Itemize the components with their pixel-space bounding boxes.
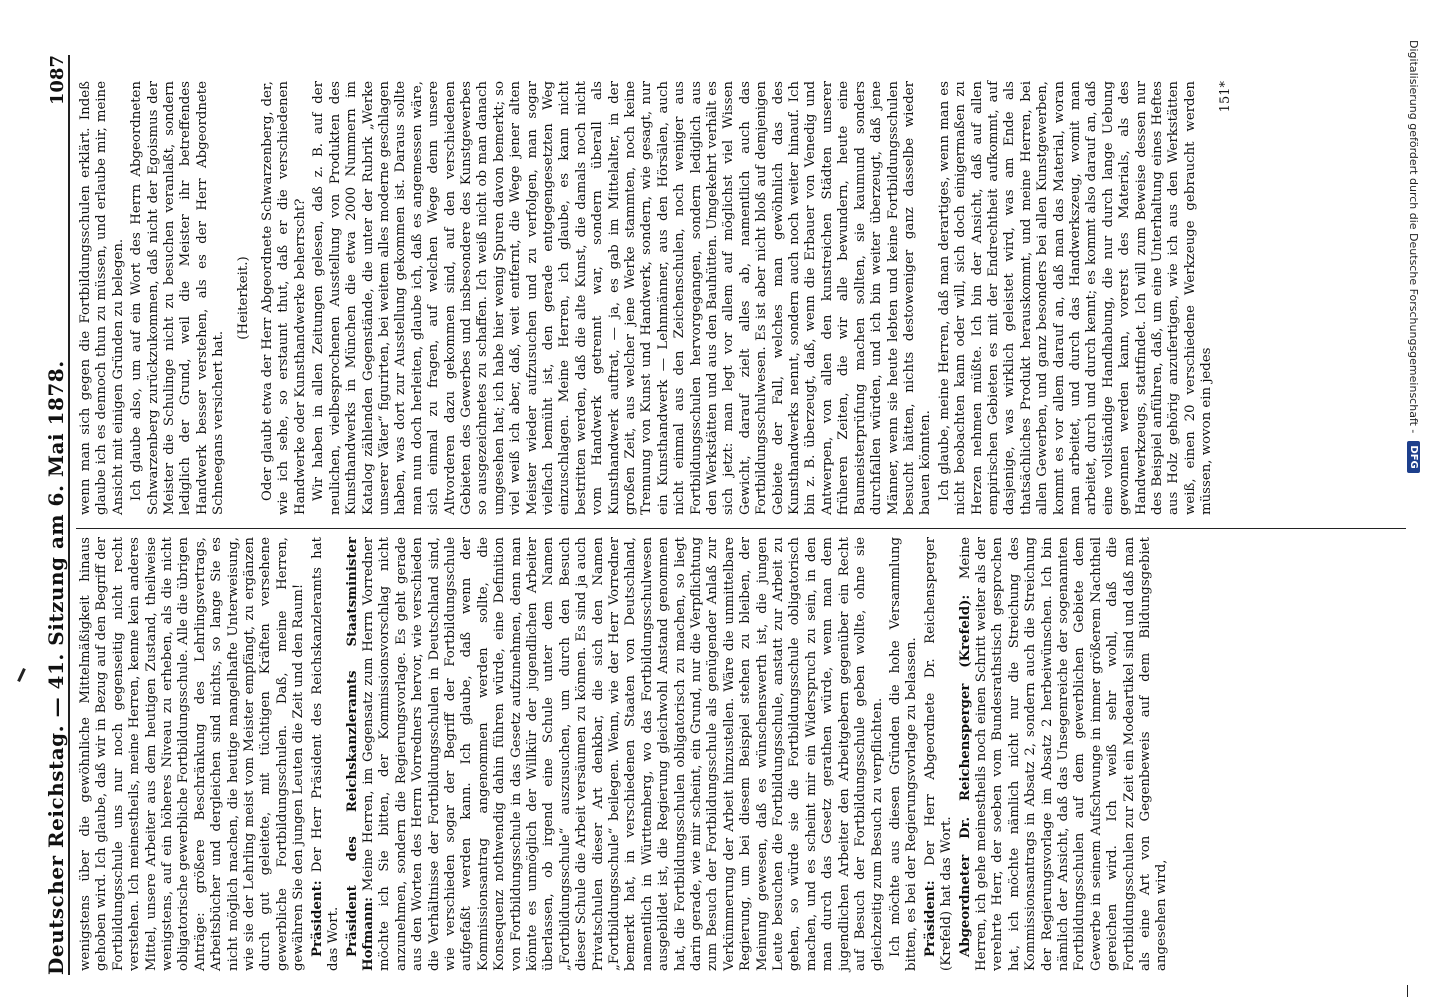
paragraph xyxy=(345,537,886,971)
attribution-text: Digitalisierung gefördert durch die Deutsche Forschungsgemeinschaft - xyxy=(1407,40,1421,434)
paragraph-text: Meine Herren, ich gehe meinestheils noch einen Schritt weiter als der verehrte Herr, der soeben vom Bundesrathstisch gesprochen hat, ich möchte nämlich nicht nur die Streichung des Kommissionsantrags in Absatz 2, sondern auch die Streichung der Regierungsvorlage im Absatz 2 herbeiwünschen. Ich bin nämlich der Ansicht, daß das Unsegenreiche der sogenannten Fortbildungsschulen auf dem gewerblichen Gebiete dem Gewerbe in seinem Aufschwunge in immer größerem Nachtheil gereichen wird. Ich weiß sehr wohl, daß die Fortbildungsschulen zur Zeit ein Modeartikel sind und daß man als eine Art von Gegenbeweis auf dem Bildungsgebiet angesehen wird, xyxy=(957,537,1170,971)
dfg-logo: DFG xyxy=(1408,441,1421,472)
paragraph-text: Der Herr Präsident des Reichskanzleramts hat das Wort. xyxy=(309,537,342,971)
speaker-label: Präsident des Reichskanzleramts Staatsminister Hofmann: xyxy=(344,537,376,971)
running-head: Deutscher Reichstag. — 41. Sitzung am 6. Mai 1878. xyxy=(44,360,68,975)
signature-mark: 151* xyxy=(1217,81,1233,113)
paragraph-text: Der Herr Abgeordnete Dr. Reichensperger (Krefeld) hat das Wort. xyxy=(922,537,955,971)
paragraph: wenigstens über die gewöhnliche Mittelmäßigkeit hinaus gehoben wird. Ich glaube, daß wir in Bezug auf den Begriff der Fortbildungsschule uns nur noch gegenseitig nicht recht verstehen. Ich meinestheils, meine Herren, kenne kein anderes Mittel, unsere Arbeiter aus dem heutigen Zustand, theilweise wenigstens, auf ein höheres Niveau zu erheben, als die nicht obligatorische gewerbliche Fortbildungsschule. Alle die übrigen Anträge: größere Beschränkung des Lehrlingsvertrags, Arbeitsbücher und dergleichen sind nichts, so lange Sie es nicht möglich machen, die heutige mangelhafte Unterweisung, wie sie der Lehrling meist vom Meister empfängt, zu ergänzen durch gut geleitete, mit tüchtigen Kräften versehene gewerbliche Fortbildungsschulen. Daß, meine Herren, gewähren Sie den jungen Leuten die Zeit und den Raum! xyxy=(78,537,307,971)
paragraph: Ich möchte aus diesen Gründen die hohe Versammlung bitten, es bei der Regierungsvorlage zu belassen. xyxy=(887,537,920,971)
paragraph: Ich glaube, meine Herren, daß man derartiges, wenn man es nicht beobachten kann oder will, sich doch einigermaßen zu Herzen nehmen müßte. Ich bin der Ansicht, daß auf allen empirischen Gebieten es mit der Endrechtheit aufkommt, auf dasjenige, was wirklich geleistet wird, was am Ende als thatsächliches Produkt herauskommt, und meine Herren, bei allen Gewerben, und ganz besonders bei allen Kunstgewerben, kommt es vor allem darauf an, daß man das Material, woran man arbeitet, und durch das Handwerkszeug, womit man arbeitet, durch und durch kennt; es kommt also darauf an, daß eine vollständige Handhabung, die nur durch lange Uebung gewonnen werden kann, vorerst des Materials, als des Handwerkzeugs, stattfindet. Ich will zum Beweise dessen nur des Beispiel anführen, daß, um eine Unterhaltung eines Heftes aus Holz gehörig anzufertigen, wie ich aus den Werkstätten weiß, einen 20 verschiedene Werkzeuge gebraucht werden müssen, wovon ein jedes xyxy=(936,81,1215,515)
document-page xyxy=(40,45,1420,985)
paragraph-text: Meine Herren, im Gegensatz zum Herrn Vorredner möchte ich Sie bitten, der Kommissionsvorschlag nicht anzunehmen, sondern die Regierungsvorlage. Es geht gerade aus den Worten des Herrn Vorredners hervor, wie verschieden die Verhältnisse der Fortbildungsschulen in Deutschland sind, wie verschieden sogar der Begriff der Fortbildungsschule aufgefaßt werden kann. Ich glaube, daß wenn der Kommissionsantrag angenommen werden sollte, die Konsequenz nothwendig dahin führen würde, eine Definition von Fortbildungsschule in das Gesetz aufzunehmen, denn man könnte es unmöglich der Willkür der jugendlichen Arbeiter überlassen, ob irgend eine Schule unter dem Namen „Fortbildungsschule“ auszusuchen, um durch den Besuch dieser Schule die Arbeit versäumen zu können. Es sind ja auch Privatschulen dieser Art denkbar, die sich den Namen „Fortbildungsschule“ beilegen. Wenn, wie der Herr Vorredner bemerkt hat, in verschiedenen Staaten von Deutschland, namentlich in Württemberg, wo das Fortbildungsschulwesen ausgebildet ist, die Regierung gleichwohl Anstand genommen hat, die Fortbildungsschulen obligatorisch zu machen, so liegt darin gerade, wie mir scheint, ein Grund, nur die Verpflichtung zum Besuch der Fortbildungsschule als genügender Anlaß zur Verkümmerung der Arbeit hinzustellen. Wäre die unmittelbare Regierung, um bei diesem Beispiel stehen zu bleiben, der Meinung gewesen, daß es wünschenswerth ist, die jungen Leute besuchen die Fortbildungsschule, anstatt zur Arbeit zu gehen, so würde sie die Fortbildungsschule obligatorisch machen, und es scheint mir ein Widerspruch zu sein, in den man durch das Gesetz gerathen würde, wenn man dem jugendlichen Arbeiter den Arbeitgebern gegenüber ein Recht auf Besuch der Fortbildungsschule geben wollte, ohne sie gleichzeitig zum Besuch zu verpflichten. xyxy=(360,537,885,971)
stage-direction: (Heiterkeit.) xyxy=(235,256,251,340)
paragraph xyxy=(958,537,1171,971)
scan-speck xyxy=(17,668,26,682)
speaker-label: Präsident: xyxy=(922,880,938,957)
column-divider xyxy=(76,528,1406,529)
right-column xyxy=(78,81,1234,515)
paragraph: Ich glaube also, um auf ein Wort des Herrn Abgeordneten Schwarzenberg zurückzukommen, daß nicht der Egoismus der Meister die Schulinge nicht zu besuchen veranlaßt, sondern lediglich der Grund, weil die Meister ihr betreffendes Handwerk besser verstehen, als es der Herr Abgeordnete Schneegans versichert hat. xyxy=(129,81,227,515)
page-number: 1087 xyxy=(47,55,68,106)
side-attribution xyxy=(1402,40,1430,980)
scan-speck xyxy=(1407,985,1408,997)
paragraph xyxy=(310,537,343,971)
paragraph: Oder glaubt etwa der Herr Abgeordnete Schwarzenberg, der, wie ich sehe, so erstaunt thut, daß er die verschiedenen Handwerke oder Kunsthandwerke beherrscht? xyxy=(260,81,308,515)
left-column xyxy=(78,537,1173,971)
speaker-label: Abgeordneter Dr. Reichensperger (Krefeld): xyxy=(957,594,973,957)
paragraph: wenn man sich gegen die Fortbildungsschulen erklärt. Indeß glaube ich es dennoch thun zu müssen, und erlaube mir, meine Ansicht mit einigen Gründen zu belegen. xyxy=(78,81,126,515)
speaker-label: Präsident: xyxy=(309,880,325,957)
paragraph: Wir haben in allen Zeitungen gelesen, daß z. B. auf der neulichen, vielbesprochenen Ausstellung von Produkten des Kunsthandwerks in München die etwa 2000 Nummern im Katalog zählenden Gegenstände, die unter der Rubrik „Werke unserer Väter“ figurirten, bei weitem alles moderne geschlagen haben, was dort zur Ausstellung gekommen ist. Daraus sollte man nun doch herleiten, glaube ich, daß es angemessen wäre, sich einmal zu fragen, auf welchen Wege denn unsere Altvorderen dazu gekommen sind, auf den verschiedenen Gebieten des Gewerbes und insbesondere des Kunstgewerbes so ausgezeichnetes zu schaffen. Ich weiß nicht ob man danach umgesehen hat; ich habe hier wenig Spuren davon bemerkt; so viel weiß ich aber, daß, weit entfernt, die Wege jener alten Meister wieder aufzusuchen und zu verfolgen, man sogar vielfach bemüht ist, den gerade entgegengesetzten Weg einzuschlagen. Meine Herren, ich glaube, es kann nicht bestritten werden, daß die alte Kunst, die damals noch nicht vom Handwerk getrennt war, sondern überall als Kunsthandwerk auftrat, — ja, es gab im Mittelalter, in der großen Zeit, aus welcher jene Werke stammten, noch keine Trennung von Kunst und Handwerk, sondern, wie gesagt, nur ein Kunsthandwerk — Lehnmänner, aus den Hörsälen, auch nicht einmal aus den Zeichenschulen, noch weniger aus Fortbildungsschulen hervorgegangen, sondern lediglich aus den Werkstätten und aus den Bauhütten. Umgekehrt verhält es sich jetzt: man legt vor allem auf möglichst viel Wissen Gewicht, darauf zielt alles ab, namentlich auch das Fortbildungsschulwesen. Es ist aber nicht bloß auf demjenigen Gebiete der Fall, welches man gewöhnlich das des Kunsthandwerks nennt, sondern auch noch weiter hinauf. Ich bin z. B. überzeugt, daß, wenn die Erbauer von Venedig und Antwerpen, von allen den kunstreichen Städten unserer früheren Zeiten, die wir alle bewundern, heute eine Baumeisterprüfung machen sollten, sie kaumund sonders durchfallen würden, und ich bin weiter überzeugt, daß jene Männer, wenn sie heute lebten und keine Fortbildungsschulen besucht hätten, nichts destoweniger ganz dasselbe wieder bauen könnten. xyxy=(311,81,934,515)
paragraph xyxy=(923,537,956,971)
page-header xyxy=(40,55,70,975)
